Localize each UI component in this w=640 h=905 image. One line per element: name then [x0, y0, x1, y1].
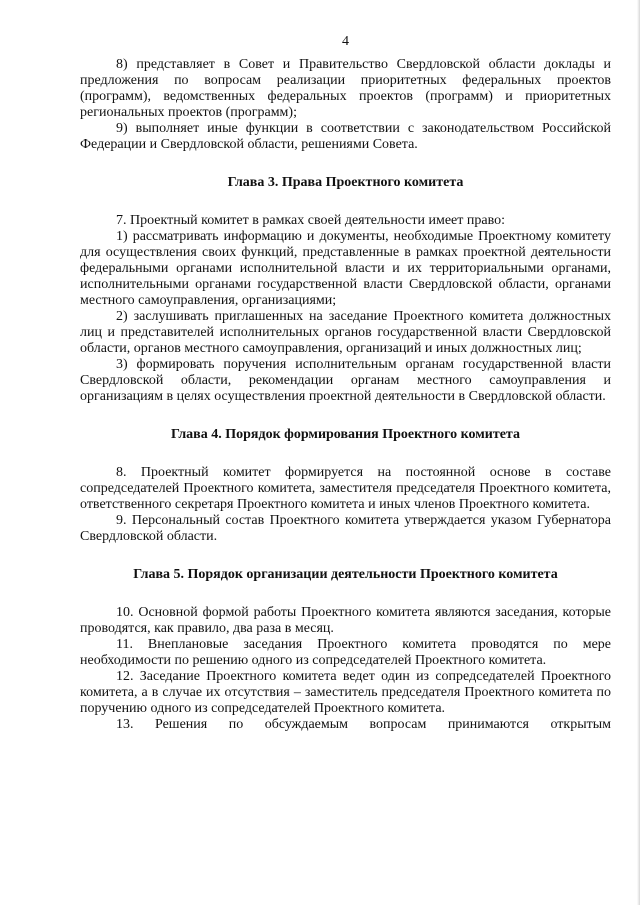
chapter-4-title: Глава 4. Порядок формирования Проектного комитета [171, 427, 520, 442]
paragraph-10: 10. Основной формой работы Проектного комитета являются заседания, которые проводятся, как правило, два раза в месяц. [80, 605, 611, 636]
paragraph-7-2: 2) заслушивать приглашенных на заседание Проектного комитета должностных лиц и представителей исполнительных органов государственной власти Свердловской области, органов местного самоуправления, организаций и иных должностных лиц; [80, 309, 611, 356]
paragraph-7: 7. Проектный комитет в рамках своей деятельности имеет право: [116, 213, 505, 228]
chapter-5-title: Глава 5. Порядок организации деятельности Проектного комитета [133, 567, 558, 582]
paragraph-11: 11. Внеплановые заседания Проектного комитета проводятся по мере необходимости по решению одного из сопредседателей Проектного комитета. [80, 637, 611, 668]
paragraph-item-8: 8) представляет в Совет и Правительство Свердловской области доклады и предложения по вопросам реализации приоритетных федеральных проектов (программ), ведомственных федеральных проектов (программ) и приоритетных региональных проектов (программ); [80, 57, 611, 120]
paragraph-9: 9. Персональный состав Проектного комитета утверждается указом Губернатора Свердловской области. [80, 513, 611, 544]
document-page [80, 34, 611, 733]
chapter-3-title: Глава 3. Права Проектного комитета [227, 175, 464, 190]
paragraph-8: 8. Проектный комитет формируется на постоянной основе в составе сопредседателей Проектного комитета, заместителя председателя Проектного комитета, ответственного секретаря Проектного комитета и иных членов Проектного комитета. [80, 465, 611, 512]
paragraph-13: 13. Решения по обсуждаемым вопросам принимаются открытым [116, 717, 611, 732]
page-number: 4 [342, 34, 349, 49]
paragraph-7-3: 3) формировать поручения исполнительным органам государственной власти Свердловской области, рекомендации органам местного самоуправления и организациям в целях осуществления проектной деятельности в Свердловской области. [80, 357, 611, 404]
paragraph-12: 12. Заседание Проектного комитета ведет один из сопредседателей Проектного комитета, а в случае их отсутствия – заместитель председателя Проектного комитета по поручению одного из сопредседателей Проектного комитета. [80, 669, 611, 716]
paragraph-7-1: 1) рассматривать информацию и документы, необходимые Проектному комитету для осуществления своих функций, представленные в рамках проектной деятельности федеральными органами исполнительной власти и их территориальными органами, исполнительными органами государственной власти Свердловской области, органами местного самоуправления, организациями; [80, 229, 611, 308]
paragraph-item-9: 9) выполняет иные функции в соответствии с законодательством Российской Федерации и Свердловской области, решениями Совета. [80, 121, 611, 152]
